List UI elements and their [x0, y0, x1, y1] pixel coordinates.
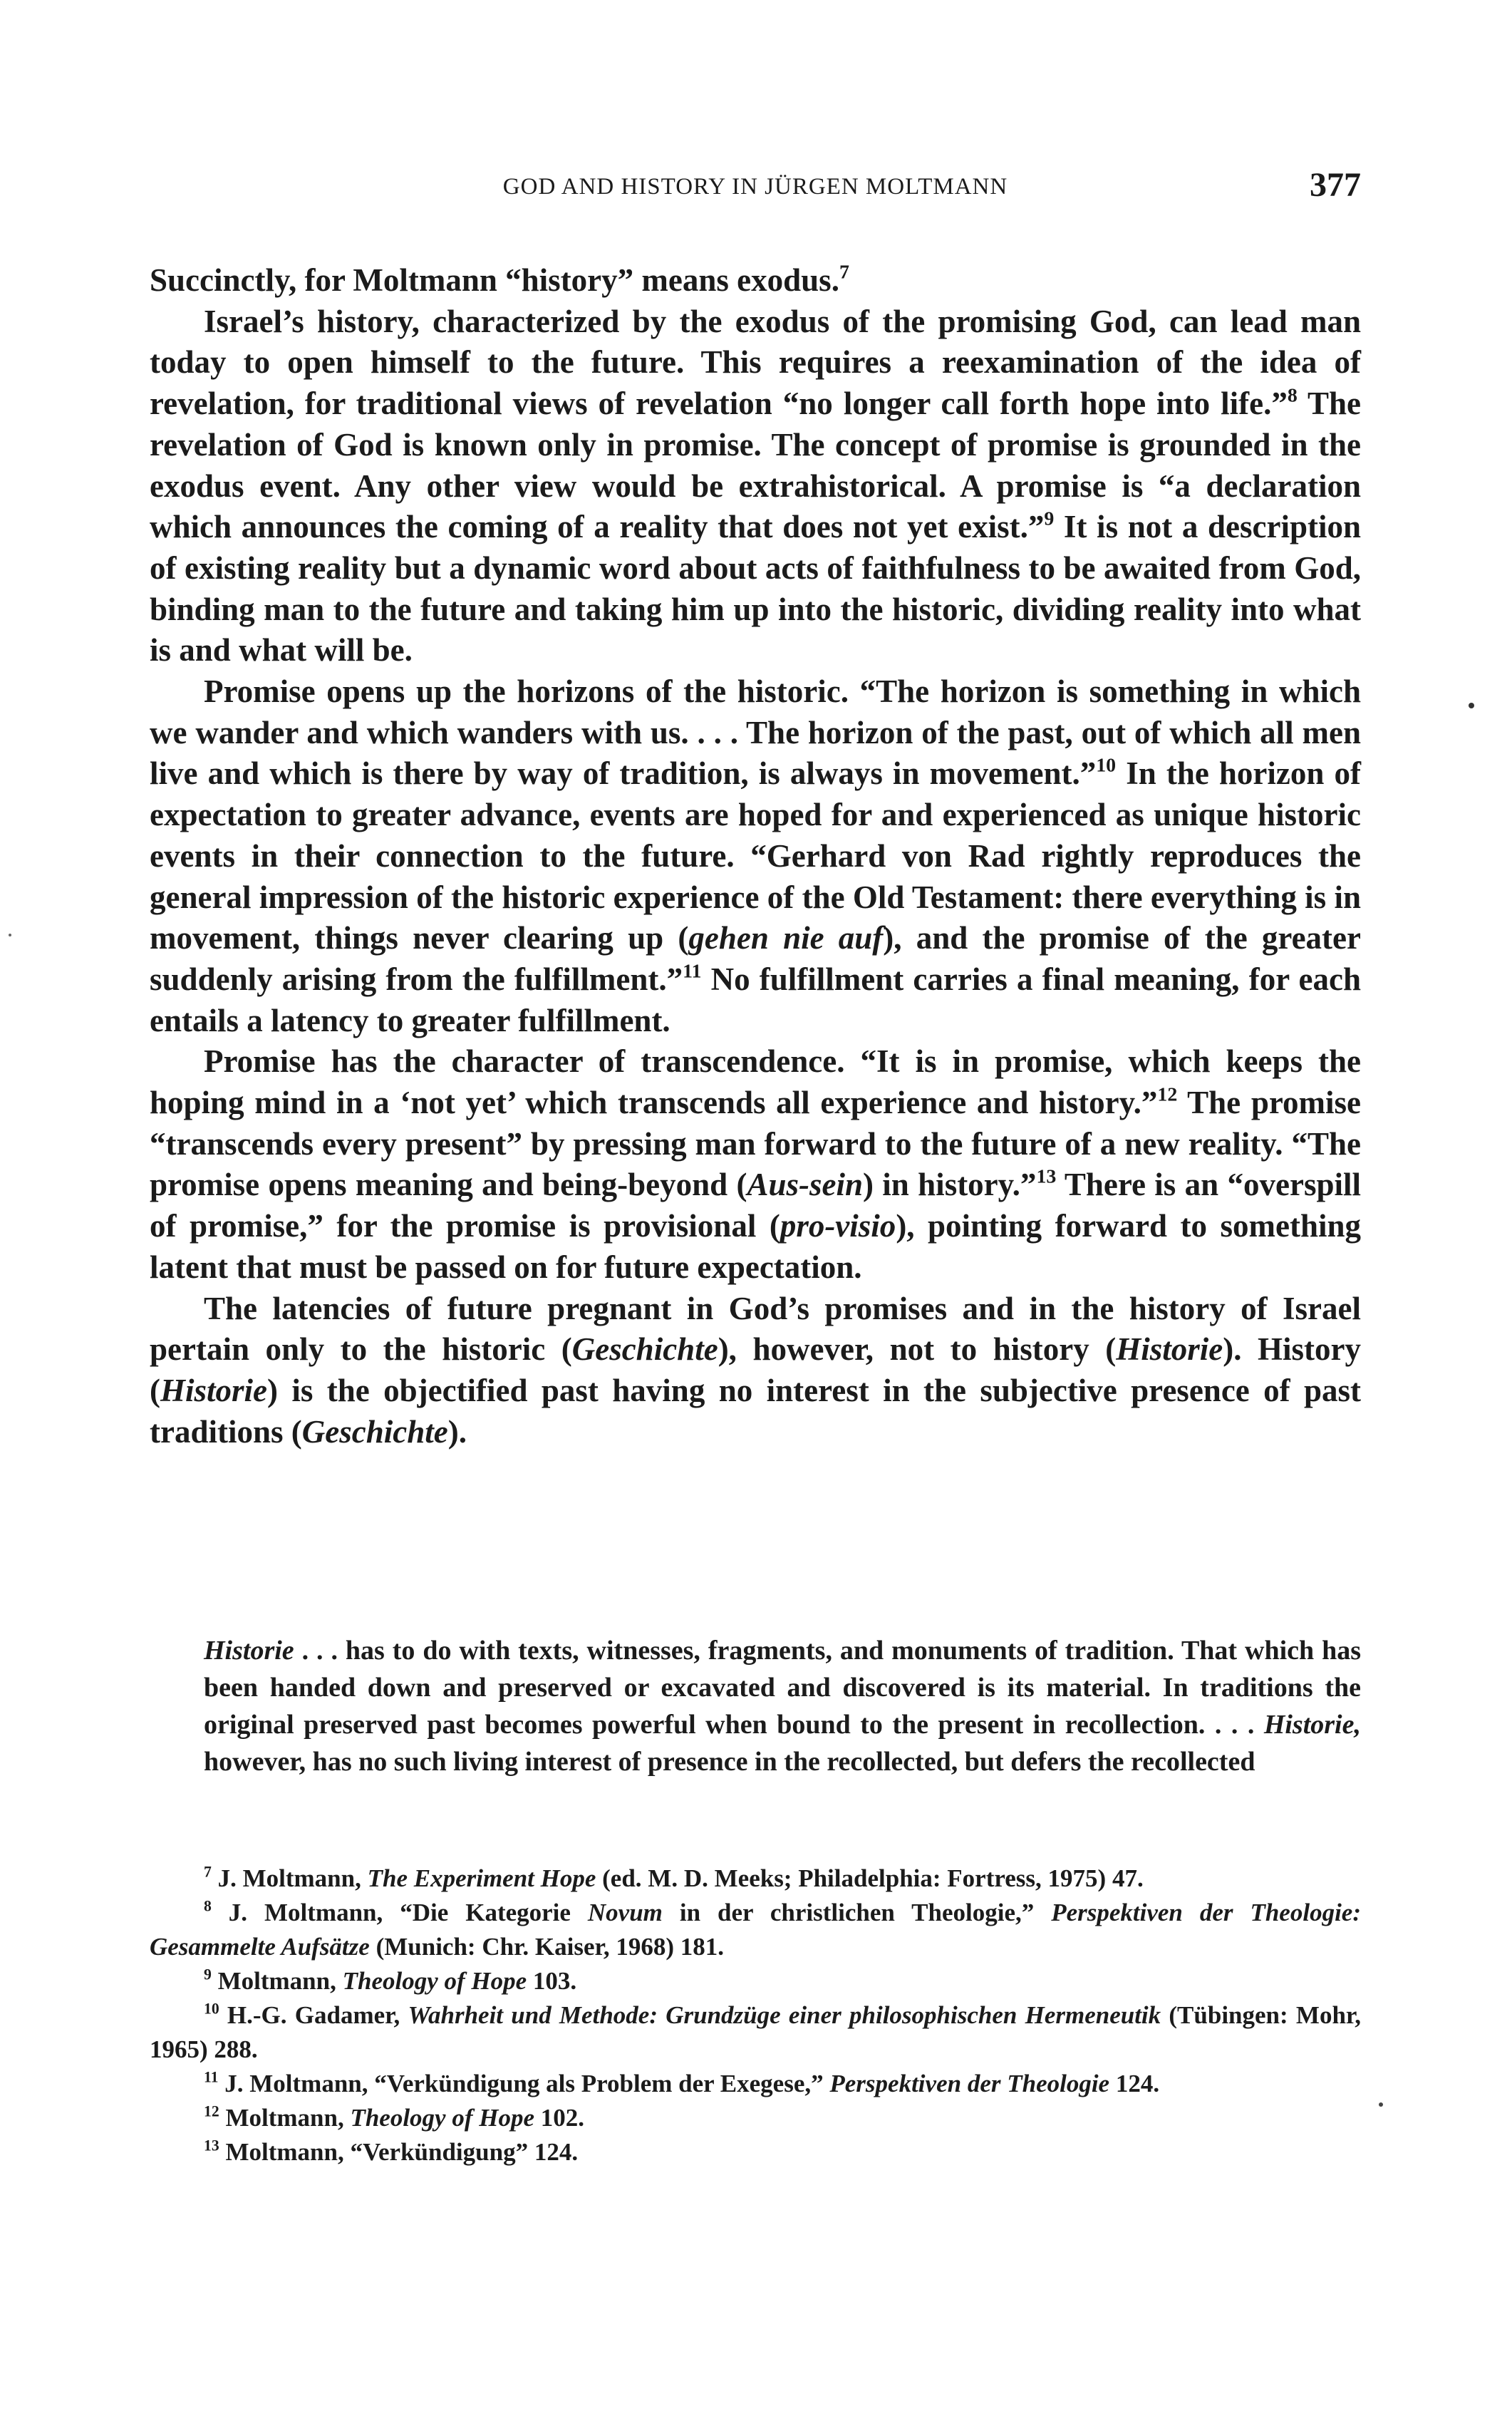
paragraph-4 — [150, 1041, 1361, 1288]
text-run: J. Moltmann, “Die Kategorie — [211, 1899, 588, 1926]
text-run: (ed. M. D. Meeks; Philadelphia: Fortress, 1975) 47. — [596, 1864, 1144, 1892]
italic-term: Historie — [204, 1636, 294, 1666]
italic-term: Historie — [160, 1372, 268, 1408]
footnote-ref-12: 12 — [1157, 1083, 1178, 1106]
footnote-8 — [150, 1896, 1361, 1964]
text-run: ). — [447, 1413, 467, 1450]
text-run: 124. — [1109, 2070, 1160, 2097]
italic-title: Perspektiven der Theologie: Gesammelte Aufsätze — [150, 1899, 1361, 1961]
footnote-ref-7: 7 — [839, 261, 849, 284]
italic-term: gehen nie auf — [688, 920, 884, 956]
footnote-ref-10: 10 — [1096, 755, 1117, 778]
italic-term: pro-visio — [780, 1208, 896, 1244]
running-title: GOD AND HISTORY IN JÜRGEN MOLTMANN — [502, 174, 1008, 200]
text-run: ), and the promise of the greater suddenly arising from the fulfillment.” — [150, 920, 1361, 997]
text-run: Moltmann, — [211, 1967, 343, 1995]
footnote-ref-9: 9 — [1044, 507, 1055, 530]
body-text — [150, 260, 1361, 1452]
footnotes — [150, 1862, 1361, 2169]
paragraph-2 — [150, 301, 1361, 671]
footnote-7 — [150, 1862, 1361, 1896]
footnote-number: 13 — [204, 2137, 219, 2154]
text-run: H.-G. Gadamer, — [219, 2001, 408, 2029]
page-header — [150, 165, 1361, 215]
text-run: (Tübingen: Mohr, 1965) 288. — [150, 2001, 1361, 2063]
text-run: (Munich: Chr. Kaiser, 1968) 181. — [369, 1933, 724, 1961]
scan-speck — [9, 934, 11, 936]
text-run: however, has no such living interest of presence in the recollected, but defers the recollected — [204, 1747, 1255, 1777]
text-run: Promise has the character of transcendence. “It is in promise, which keeps the hoping mind in a ‘not yet’ which transcends all experience and history.” — [150, 1043, 1361, 1121]
footnote-number: 12 — [204, 2102, 219, 2120]
text-run: 103. — [527, 1967, 577, 1995]
italic-term: Geschichte — [571, 1331, 718, 1368]
italic-title: Novum — [587, 1899, 663, 1926]
text-run: ). History ( — [150, 1331, 1362, 1408]
block-quote — [204, 1632, 1361, 1780]
footnote-ref-13: 13 — [1036, 1166, 1057, 1189]
footnote-9 — [150, 1964, 1361, 1998]
footnote-number: 7 — [204, 1863, 212, 1881]
page-number: 377 — [1310, 166, 1361, 204]
text-run: Israel’s history, characterized by the exodus of the promising God, can lead man today to open himself to the future. This requires a reexamination of the idea of revelation, for traditional views of revelation “no longer call forth hope into life.” — [150, 303, 1361, 422]
italic-title: Wahrheit und Methode: Grundzüge einer philosophischen Hermeneutik — [408, 2001, 1161, 2029]
text-run: Moltmann, “Verkündigung” 124. — [219, 2138, 579, 2166]
footnote-number: 10 — [204, 2000, 219, 2018]
text-run: J. Moltmann, — [211, 1864, 368, 1892]
text-run: ), pointing forward to something latent that must be passed on for future expectation. — [150, 1208, 1362, 1285]
text-run: The promise “transcends every present” by pressing man forward to the future of a new reality. “The promise opens meaning and being-beyond ( — [150, 1085, 1361, 1203]
footnote-13 — [150, 2135, 1361, 2169]
text-run: . . . has to do with texts, witnesses, fragments, and monuments of tradition. That which has been handed down and preserved or excavated and discovered is its material. In traditions the original preserved past becomes powerful when bound to the present in recollection. . . . — [204, 1636, 1361, 1740]
italic-title: Theology of Hope — [342, 1967, 527, 1995]
text-run: Succinctly, for Moltmann “history” means exodus. — [150, 262, 839, 298]
text-run: ) in history.” — [863, 1167, 1037, 1203]
paragraph-3 — [150, 671, 1361, 1041]
scan-speck — [1379, 2102, 1383, 2107]
footnote-11 — [150, 2067, 1361, 2101]
paragraph-5 — [150, 1289, 1361, 1453]
footnote-number: 9 — [204, 1966, 212, 1983]
text-run: The revelation of God is known only in promise. The concept of promise is grounded in the exodus event. Any other view would be extrahistorical. A promise is “a declaration which announces the coming of a reality that does not yet exist.” — [150, 386, 1362, 545]
italic-title: Theology of Hope — [350, 2104, 534, 2132]
text-run: No fulfillment carries a final meaning, for each entails a latency to greater fulfillment. — [150, 961, 1361, 1038]
footnote-ref-11: 11 — [683, 960, 702, 983]
italic-title: Perspektiven der Theologie — [829, 2070, 1110, 2097]
text-run: J. Moltmann, “Verkündigung als Problem der Exegese,” — [218, 2070, 830, 2097]
footnote-number: 8 — [204, 1897, 212, 1915]
footnote-ref-8: 8 — [1287, 384, 1298, 407]
text-run: The latencies of future pregnant in God’s promises and in the history of Israel pertain only to the historic ( — [150, 1290, 1361, 1368]
block-quote-text — [204, 1632, 1361, 1780]
paragraph-1 — [150, 260, 1361, 301]
italic-term: Historie — [1116, 1331, 1223, 1368]
italic-term: Historie, — [1263, 1710, 1361, 1740]
footnote-number: 11 — [204, 2068, 219, 2086]
text-run: It is not a description of existing reality but a dynamic word about acts of faithfulness to be awaited from God, binding man to the future and taking him up into the historic, dividing reality into what is and what will be. — [150, 509, 1361, 669]
italic-term: Geschichte — [301, 1413, 448, 1450]
text-run: In the horizon of expectation to greater advance, events are hoped for and experienced as unique historic events in their connection to the future. “Gerhard von Rad rightly reproduces the general impression of the historic experience of the Old Testament: there everything is in movement, things never clearing up ( — [150, 755, 1361, 956]
text-run: ) is the objectified past having no interest in the subjective presence of past traditions ( — [150, 1372, 1361, 1450]
text-run: 102. — [534, 2104, 584, 2132]
text-run: Moltmann, — [219, 2104, 351, 2132]
text-run: ), however, not to history ( — [718, 1331, 1117, 1368]
text-run: in der christlichen Theologie,” — [662, 1899, 1052, 1926]
text-run: Promise opens up the horizons of the historic. “The horizon is something in which we wander and which wanders with us. . . . The horizon of the past, out of which all men live and which is there by way of tradition, is always in movement.” — [150, 673, 1361, 792]
footnote-12 — [150, 2101, 1361, 2135]
footnote-10 — [150, 1998, 1361, 2067]
italic-term: Aus-sein — [747, 1167, 863, 1203]
text-run: There is an “overspill of promise,” for the promise is provisional ( — [150, 1167, 1361, 1244]
scan-speck — [1469, 703, 1474, 708]
italic-title: The Experiment Hope — [367, 1864, 596, 1892]
